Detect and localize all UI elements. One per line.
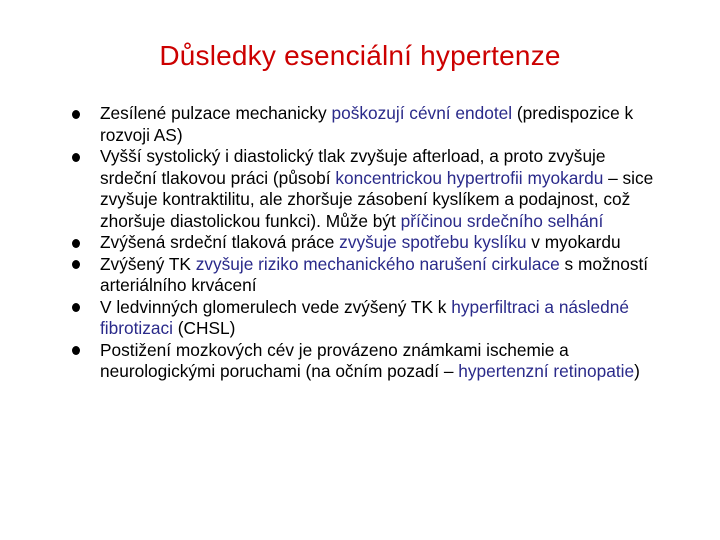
bullet-text-segment: Vyšší systolický i diastolický tlak zvyšuje afterload, a proto zvyšuje srdeční tlakovou práci (působí xyxy=(100,146,606,188)
highlighted-phrase: poškozují cévní endotel xyxy=(331,103,513,123)
bullet-text xyxy=(100,232,621,252)
bullet-text-segment: s možností arteriálního krvácení xyxy=(100,253,649,295)
bullet-list xyxy=(72,103,662,383)
highlighted-phrase: hyperfiltraci a následné fibrotizaci xyxy=(100,296,629,338)
bullet-text-segment: (CHSL) xyxy=(173,318,236,338)
bullet-text-segment: V ledvinných glomerulech vede zvýšený TK k xyxy=(100,296,452,317)
highlighted-phrase: příčinou srdečního selhání xyxy=(400,210,604,231)
bullet-dot-icon xyxy=(72,239,80,248)
bullet-dot-icon xyxy=(72,260,80,269)
bullet-text xyxy=(100,340,640,382)
bullet-text-segment: Zvýšená srdeční tlaková práce xyxy=(100,232,340,252)
bullet-item xyxy=(72,146,662,232)
bullet-text xyxy=(100,297,629,339)
bullet-dot-icon xyxy=(72,346,80,355)
bullet-text-segment: (predispozice k rozvoji AS) xyxy=(100,103,634,145)
bullet-text xyxy=(100,254,648,296)
bullet-text-segment: v myokardu xyxy=(526,232,621,252)
highlighted-phrase: zvyšuje riziko mechanického narušení cirkulace xyxy=(195,253,560,274)
bullet-text-segment: – sice zvyšuje kontraktilitu, ale zhoršuje zásobení kyslíkem a podajnost, což zhoršuje diastolickou funkci). Může být xyxy=(100,167,654,231)
bullet-text-segment: Zesílené pulzace mechanicky xyxy=(100,103,332,123)
bullet-text-segment: ) xyxy=(634,361,640,381)
bullet-text xyxy=(100,146,653,231)
highlighted-phrase: koncentrickou hypertrofii myokardu xyxy=(335,167,604,188)
bullet-item xyxy=(72,254,662,297)
bullet-text xyxy=(100,103,633,145)
bullet-item xyxy=(72,340,662,383)
bullet-item xyxy=(72,232,662,254)
slide-title: Důsledky esenciální hypertenze xyxy=(159,40,561,71)
bullet-text-segment: Zvýšený TK xyxy=(100,253,196,274)
bullet-item xyxy=(72,103,662,146)
highlighted-phrase: zvyšuje spotřebu kyslíku xyxy=(339,232,527,252)
highlighted-phrase: hypertenzní retinopatie xyxy=(458,361,635,381)
bullet-text-segment: Postižení mozkových cév je provázeno známkami ischemie a neurologickými poruchami (na očním pozadí – xyxy=(100,339,569,381)
bullet-dot-icon xyxy=(72,303,80,312)
bullet-dot-icon xyxy=(72,153,80,162)
bullet-dot-icon xyxy=(72,110,80,119)
bullet-item xyxy=(72,297,662,340)
